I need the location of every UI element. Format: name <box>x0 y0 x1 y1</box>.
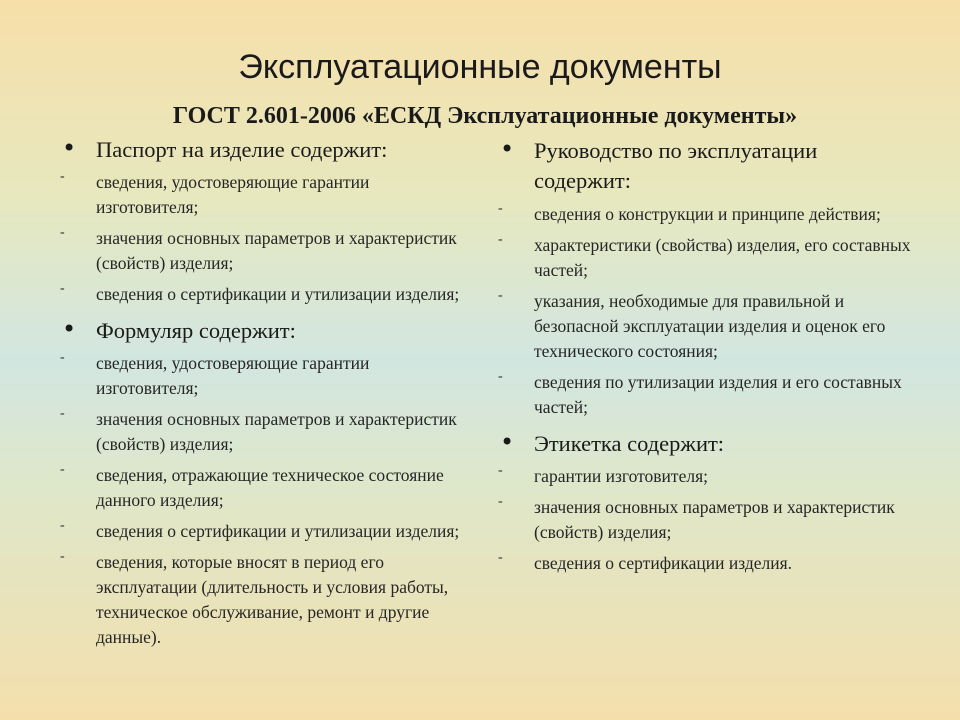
list-item-text: сведения о сертификации и утилизации изделия; <box>96 284 460 304</box>
list-item-text: сведения, отражающие техническое состояние данного изделия; <box>96 465 444 510</box>
dash-icon: - <box>498 288 503 303</box>
list-item-text: сведения, удостоверяющие гарантии изготовителя; <box>96 172 370 217</box>
list-item <box>498 495 918 545</box>
list-item <box>498 202 918 227</box>
label-heading <box>498 430 918 458</box>
list-item <box>60 282 470 307</box>
dash-icon: - <box>498 369 503 384</box>
list-item-text: сведения о сертификации изделия. <box>534 553 793 573</box>
left-column <box>60 136 470 650</box>
bullet-icon: • <box>62 134 77 162</box>
dash-icon: - <box>60 518 65 533</box>
manual-heading-text: Руководство по эксплуатации содержит: <box>534 138 818 193</box>
passport-heading <box>60 136 470 164</box>
dash-icon: - <box>60 225 65 240</box>
list-item <box>60 519 470 544</box>
list-item-text: сведения, удостоверяющие гарантии изготовителя; <box>96 353 370 398</box>
list-item-text: сведения о сертификации и утилизации изделия; <box>96 521 460 541</box>
bullet-icon: • <box>500 135 515 163</box>
list-item-text: сведения о конструкции и принципе действия; <box>534 204 881 224</box>
dash-icon: - <box>498 494 503 509</box>
list-item <box>60 550 470 650</box>
list-item <box>498 370 918 420</box>
list-item <box>498 551 918 576</box>
passport-heading-text: Паспорт на изделие содержит: <box>96 137 388 162</box>
bullet-icon: • <box>500 428 515 456</box>
slide-title: Эксплуатационные документы <box>238 48 722 86</box>
bullet-icon: • <box>62 315 77 343</box>
list-item-text: сведения, которые вносят в период его эксплуатации (длительность и условия работы, техническое обслуживание, ремонт и другие данные). <box>96 552 449 647</box>
dash-icon: - <box>60 462 65 477</box>
manual-heading <box>498 136 918 196</box>
list-item-text: гарантии изготовителя; <box>534 466 708 486</box>
list-item <box>60 351 470 401</box>
dash-icon: - <box>498 550 503 565</box>
dash-icon: - <box>60 406 65 421</box>
list-item <box>60 463 470 513</box>
slide-subtitle: ГОСТ 2.601-2006 «ЕСКД Эксплуатационные документы» <box>172 103 798 129</box>
formular-heading <box>60 317 470 345</box>
dash-icon: - <box>498 201 503 216</box>
list-item-text: значения основных параметров и характеристик (свойств) изделия; <box>96 409 457 454</box>
list-item-text: значения основных параметров и характеристик (свойств) изделия; <box>534 497 895 542</box>
list-item <box>60 170 470 220</box>
list-item-text: указания, необходимые для правильной и безопасной эксплуатации изделия и оценок его технического состояния; <box>534 291 886 361</box>
list-item-text: характеристики (свойства) изделия, его составных частей; <box>534 235 911 280</box>
list-item <box>498 233 918 283</box>
dash-icon: - <box>60 281 65 296</box>
dash-icon: - <box>60 350 65 365</box>
dash-icon: - <box>60 549 65 564</box>
right-column <box>498 136 918 576</box>
label-heading-text: Этикетка содержит: <box>534 431 725 456</box>
formular-heading-text: Формуляр содержит: <box>96 318 296 343</box>
list-item <box>498 289 918 364</box>
list-item <box>60 226 470 276</box>
dash-icon: - <box>498 463 503 478</box>
dash-icon: - <box>498 232 503 247</box>
list-item-text: сведения по утилизации изделия и его составных частей; <box>534 372 902 417</box>
list-item-text: значения основных параметров и характеристик (свойств) изделия; <box>96 228 457 273</box>
dash-icon: - <box>60 169 65 184</box>
list-item <box>498 464 918 489</box>
list-item <box>60 407 470 457</box>
